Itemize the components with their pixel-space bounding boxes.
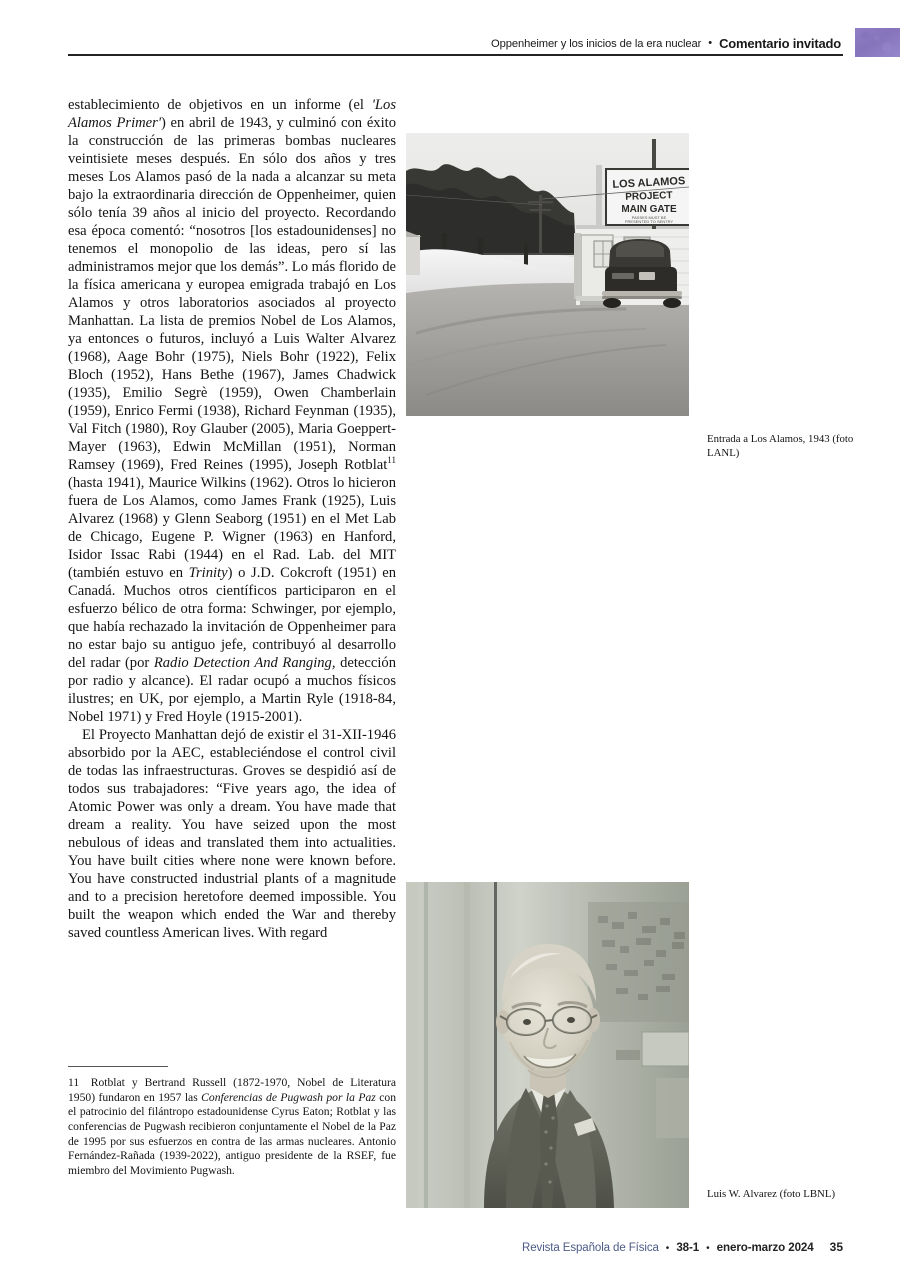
svg-text:MAIN GATE: MAIN GATE [621,204,677,215]
figure-caption-luis-alvarez: Luis W. Alvarez (foto LBNL) [707,1188,836,1200]
running-head [68,28,843,50]
header-rule [68,54,843,56]
footer-page-number: 35 [829,1240,843,1254]
left-text-column [68,96,396,942]
header-color-swatch [855,28,900,57]
paragraph-left-1: establecimiento de objetivos en un informe (el 'Los Alamos Primer') en abril de 1943, y culminó con éxito la construcción de las primeras bombas nucleares veintisiete meses después. En sólo dos años y tres meses Los Alamos pasó de la nada a alcanzar su meta bajo la extraordinaria dirección de Oppenheimer, quien sólo tenía 39 años al inicio del proyecto. Recordando esa época comentó: “nosotros [los estadounidenses] no tenemos el monopolio de las ideas, pero sí las administramos mejor que los demás”. Lo más florido de la física americana y europea emigrada trabajó en Los Alamos y otros laboratorios asociados al proyecto Manhattan. La lista de premios Nobel de Los Alamos, ya entonces o futuros, incluyó a Luis Walter Alvarez (1968), Aage Bohr (1975), Niels Bohr (1922), Felix Bloch (1952), Hans Bethe (1967), James Chadwick (1935), Emilio Segrè (1959), Owen Chamberlain (1959), Enrico Fermi (1938), Richard Feynman (1935), Val Fitch (1980), Roy Glauber (2005), Maria Goeppert-Mayer (1963), Edwin McMillan (1951), Norman Ramsey (1969), Fred Reines (1995), Joseph Rotblat$^{11}$ (hasta 1941), Maurice Wilkins (1962). Otros lo hicieron fuera de Los Alamos, como James Frank (1925), Luis Alvarez (1968) y Glenn Seaborg (1951) en el Met Lab de Chicago, Eugene P. Wigner (1963) en Hanford, Isidor Issac Rabi (1944) en el Rad. Lab. del MIT (también estuvo en Trinity) o J.D. Cokcroft (1951) en Canadá. Muchos otros científicos participaron en el esfuerzo bélico de otra forma: Schwinger, por ejemplo, que había rechazado la invitación de Oppenheimer para no estar bajo su antiguo jefe, contribuyó al desarrollo del radar (por Radio Detection And Ranging, detección por radio y alcance). El radar ocupó a muchos físicos ilustres; en UK, por ejemplo, a Martin Ryle (1918-84, Nobel 1971) y Fred Hoyle (1915-2001). [68,97,396,725]
running-head-bullet-icon: • [708,37,713,49]
footer-issue-date: enero-marzo 2024 [716,1241,814,1254]
running-head-title: Oppenheimer y los inicios de la era nuclear [491,37,702,50]
footer-journal-name: Revista Española de Física [522,1242,659,1254]
footnote-block [68,1066,396,1178]
footer-bullet-icon-1: • [665,1243,670,1254]
footer-issue-number: 38-1 [676,1241,700,1254]
figure-los-alamos-main-gate [406,133,689,416]
luis-alvarez-illustration [406,882,689,1208]
footnote-text: 11 Rotblat y Bertrand Russell (1872-1970, Nobel de Literatura 1950) fundaron en 1957 las Conferencias de Pugwash por la Paz con el patrocinio del filántropo estadounidense Cyrus Eaton; Rotblat y las conferencias de Pugwash recibieron conjuntamente el Nobel de la Paz de 1995 por sus esfuerzos en contra de las armas nucleares. Antonio Fernández-Rañada (1939-2022), antiguo presidente de la RSEF, fue miembro del Movimiento Pugwash. [68,1076,397,1177]
paragraph-left-2: El Proyecto Manhattan dejó de existir el 31-XII-1946 absorbido por la AEC, estableciéndose el control civil de todas las infraestructuras. Groves se despidió así de todos sus trabajadores: “Five years ago, the idea of Atomic Power was only a dream. You have made that dream a reality. You have seized upon the most nebulous of ideas and translated them into actualities. You have built cities where none were known before. You have constructed industrial plants of a magnitude and to a precision heretofore deemed impossible. You built the weapon which ended the War and thereby saved countless American lives. With regard [68,727,396,941]
figure-luis-alvarez-portrait [406,882,689,1208]
footer-bullet-icon-2: • [706,1243,710,1254]
los-alamos-gate-illustration [406,133,689,416]
svg-text:PRESENTED TO SENTRY: PRESENTED TO SENTRY [624,219,674,224]
running-head-section: Comentario invitado [719,36,841,51]
svg-text:LOS ALAMOS: LOS ALAMOS [612,175,686,191]
footnote-separator [68,1066,168,1067]
svg-text:PROJECT: PROJECT [625,190,673,203]
figure-caption-los-alamos-gate: Entrada a Los Alamos, 1943 (foto LANL) [707,433,854,459]
page-footer [68,1240,843,1254]
svg-text:PASSES MUST BE: PASSES MUST BE [631,215,667,220]
